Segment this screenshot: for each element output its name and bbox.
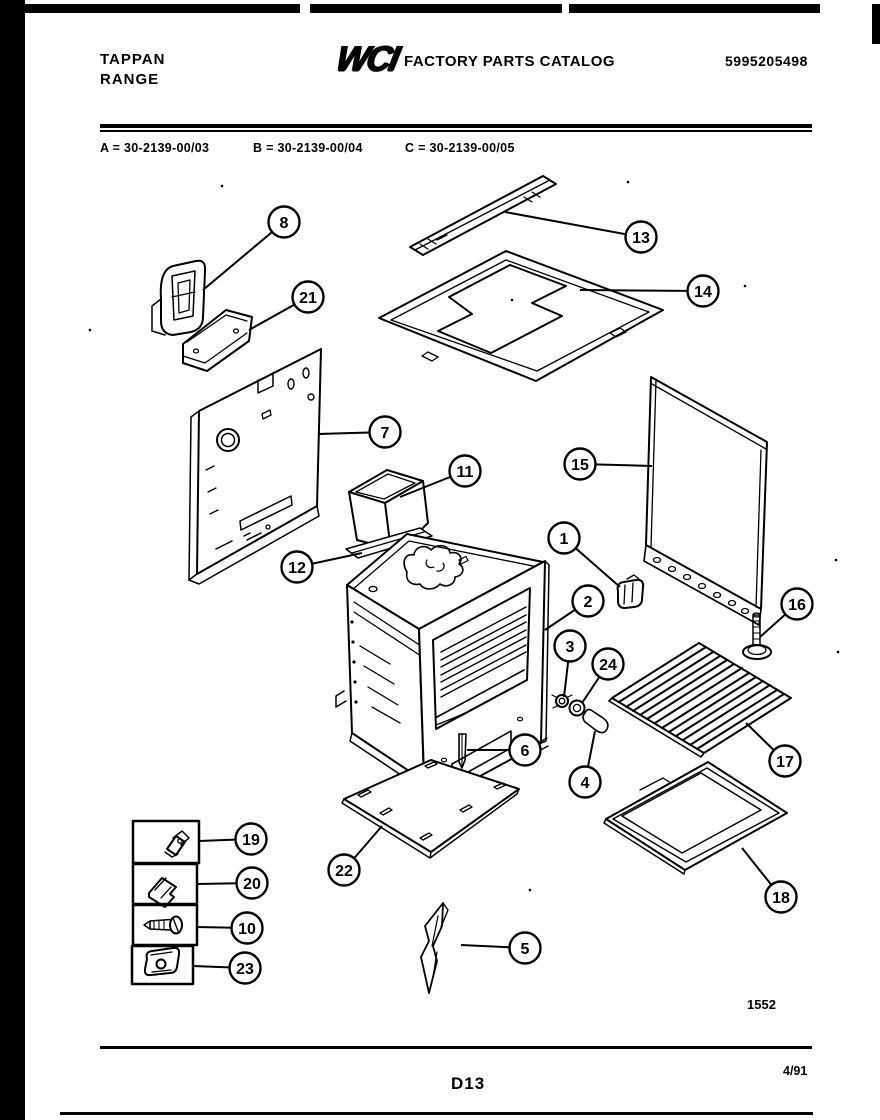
catalog-title: FACTORY PARTS CATALOG: [404, 53, 616, 70]
part-spring-clip: [421, 903, 448, 993]
callout-number: 2: [583, 594, 593, 611]
callout-7: [318, 417, 401, 448]
callout-18: [742, 848, 797, 913]
callout-number: 18: [772, 890, 790, 907]
part-sensor-cluster: [552, 695, 608, 733]
callout-8: [203, 207, 300, 291]
callout-number: 1: [559, 531, 569, 548]
brand-line2: RANGE: [100, 70, 160, 88]
footer-rule: [100, 1046, 812, 1049]
wci-logo: WCI: [332, 39, 402, 79]
callout-11: [400, 456, 481, 498]
callout-19: [199, 824, 267, 855]
model-code-b: B = 30-2139-00/04: [253, 141, 363, 155]
bottom-rule: [60, 1112, 813, 1115]
callout-number: 14: [694, 284, 712, 301]
callout-number: 21: [299, 290, 317, 307]
part-broiler-pan: [604, 762, 787, 874]
callout-number: 15: [571, 457, 589, 474]
page-code: D13: [451, 1074, 486, 1093]
part-top-trim-rail: [410, 176, 556, 255]
callout-16: [760, 589, 813, 638]
callout-4: [570, 731, 601, 798]
model-code-a: A = 30-2139-00/03: [100, 141, 210, 155]
part-rear-bracket: [152, 261, 205, 335]
callout-5: [461, 933, 541, 964]
part-rear-panel: [189, 349, 321, 584]
callout-15: [565, 449, 653, 480]
callout-number: 19: [242, 832, 260, 849]
model-code-c: C = 30-2139-00/05: [405, 141, 515, 155]
callout-12: [282, 552, 363, 583]
legend-box-19: [133, 821, 199, 863]
callout-number: 6: [520, 743, 530, 760]
callout-number: 5: [520, 941, 530, 958]
callout-number: 17: [776, 754, 794, 771]
callout-17: [746, 723, 801, 777]
part-base-panel: [342, 760, 519, 858]
figure-number: 1552: [747, 997, 776, 1012]
callout-10: [197, 913, 263, 944]
revision-date: 4/91: [783, 1064, 808, 1078]
legend-hardware: [132, 821, 199, 984]
part-side-panel: [644, 377, 767, 625]
callout-number: 12: [288, 560, 306, 577]
callout-22: [329, 826, 383, 886]
publication-number: 5995205498: [725, 53, 808, 69]
callout-number: 4: [580, 775, 590, 792]
part-clip-receptacle: [618, 575, 644, 608]
callout-number: 10: [238, 921, 256, 938]
callout-number: 23: [236, 961, 254, 978]
brand-line1: TAPPAN: [100, 51, 166, 68]
callout-number: 22: [335, 863, 353, 880]
callout-2: [545, 586, 604, 631]
legend-box-10: [133, 905, 197, 945]
callout-23: [193, 953, 261, 984]
callout-1: [549, 523, 621, 588]
callout-20: [197, 868, 268, 899]
callout-number: 16: [788, 597, 806, 614]
legend-box-23: [132, 946, 193, 984]
part-main-top: [379, 251, 663, 381]
callout-number: 8: [279, 215, 289, 232]
callout-number: 24: [599, 657, 617, 674]
callout-21: [249, 282, 324, 331]
legend-box-20: [133, 864, 197, 904]
callout-number: 3: [565, 639, 575, 656]
part-leveling-leg: [743, 613, 771, 659]
callout-number: 20: [243, 876, 261, 893]
callout-3: [555, 631, 586, 698]
callout-number: 13: [632, 230, 650, 247]
callout-13: [505, 212, 657, 253]
callout-number: 11: [456, 464, 474, 481]
callout-number: 7: [380, 425, 390, 442]
